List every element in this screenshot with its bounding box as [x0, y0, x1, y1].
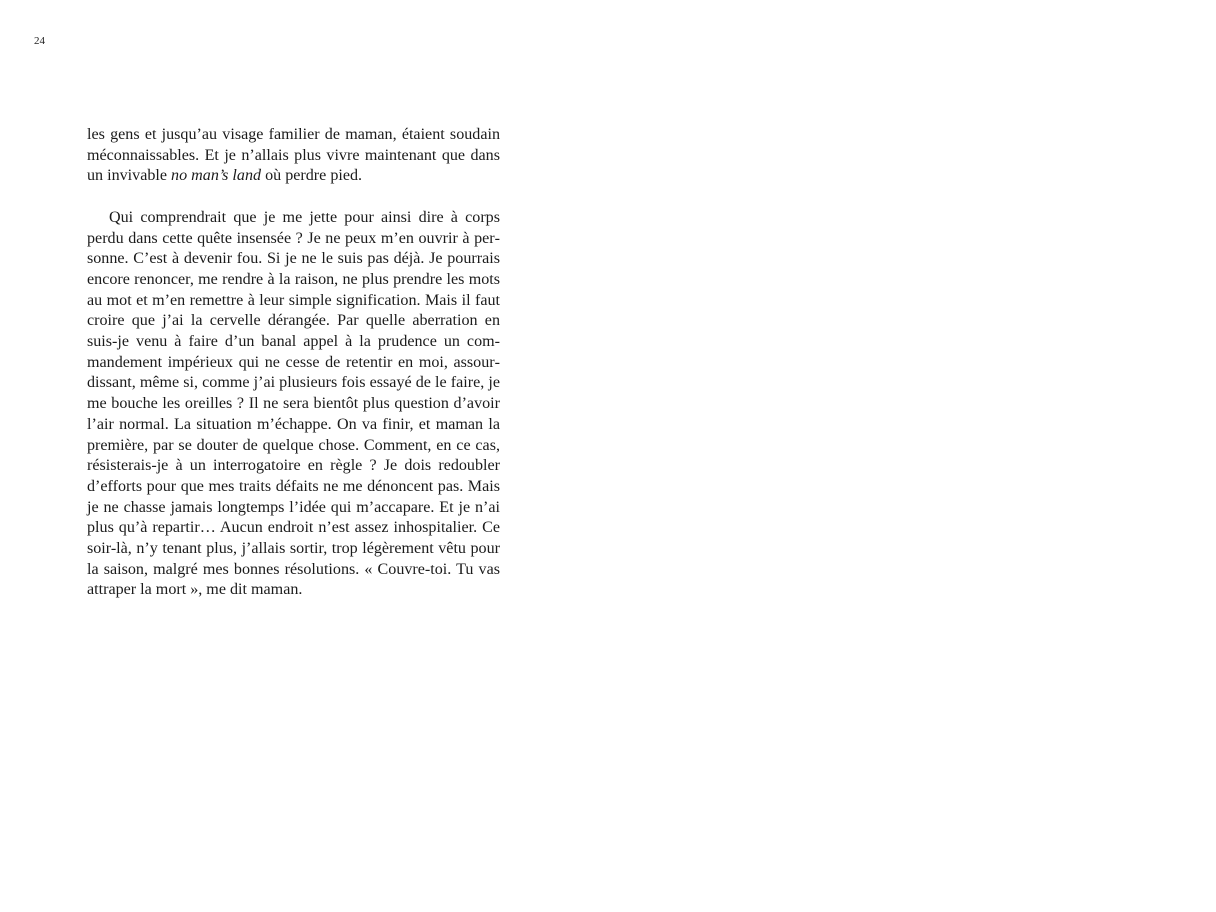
page-number: 24 [34, 35, 45, 47]
paragraph-text-start: les gens et jusqu’au visage familier de maman, étaient soudain méconnaissables. Et je n’allais plus vivre maintenant que dans un invivable [87, 126, 500, 185]
body-text [87, 125, 500, 601]
paragraph: Qui comprendrait que je me jette pour ainsi dire à corps perdu dans cette quête insensée ? Je ne peux m’en ouvrir à personne. C’est à devenir fou. Si je ne le suis pas déjà. Je pourrais encore renoncer, me rendre à la raison, ne plus prendre les mots au mot et m’en remettre à leur simple signification. Mais il faut croire que j’ai la cervelle dérangée. Par quelle aberration en suis-je venu à faire d’un banal appel à la prudence un commandement impérieux qui ne cesse de retentir en moi, assourdissant, même si, comme j’ai plusieurs fois essayé de le faire, je me bouche les oreilles ? Il ne sera bientôt plus question d’avoir l’air normal. La situation m’échappe. On va finir, et maman la première, par se douter de quelque chose. Comment, en ce cas, résisterais-je à un interrogatoire en règle ? Je dois redoubler d’efforts pour que mes traits défaits ne me dénoncent pas. Mais je ne chasse jamais longtemps l’idée qui m’accapare. Et je n’ai plus qu’à repartir… Aucun endroit n’est assez inhospitalier. Ce soir-là, n’y tenant plus, j’allais sortir, trop légèrement vêtu pour la saison, malgré mes bonnes résolutions. « Couvre-toi. Tu vas attraper la mort », me dit maman. [87, 208, 500, 599]
paragraph-text-end: où perdre pied. [261, 167, 363, 185]
italic-phrase: no man’s land [171, 167, 262, 185]
paragraph-continued [87, 125, 500, 187]
